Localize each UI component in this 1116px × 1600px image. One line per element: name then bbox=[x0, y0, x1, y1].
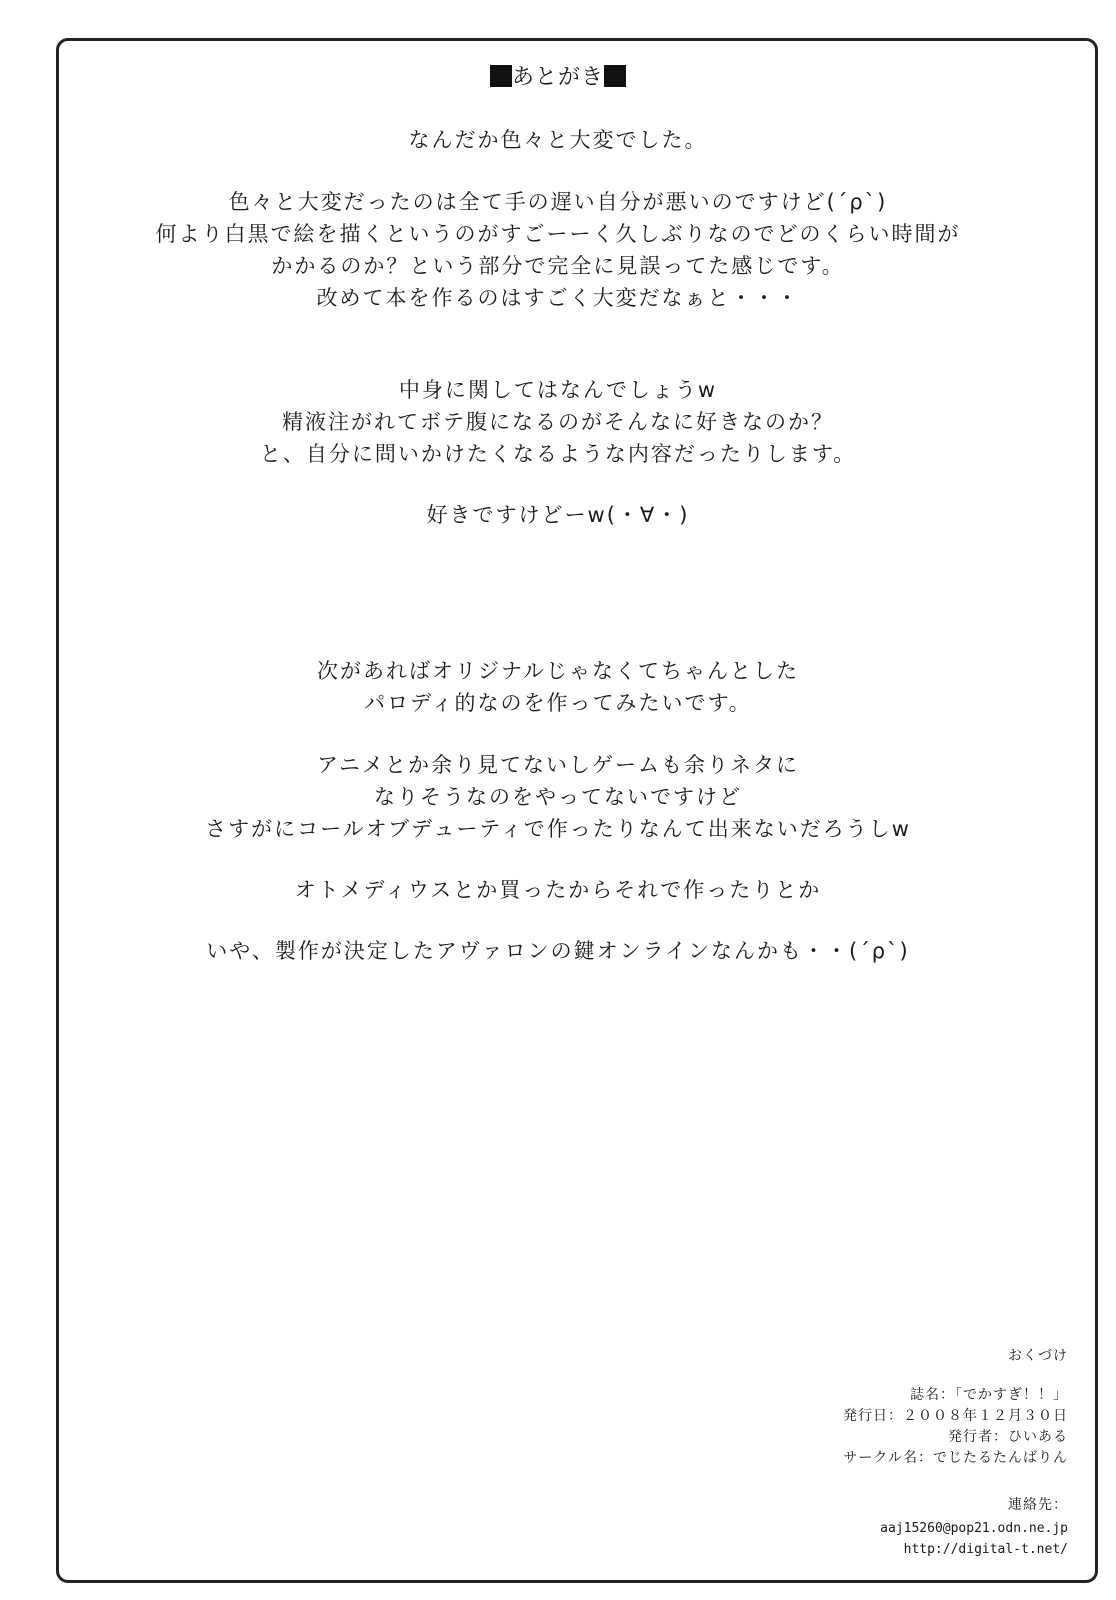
colophon-issue-date: 発行日：２００８年１２月３０日 bbox=[843, 1408, 1068, 1424]
colophon-circle: サークル名：でじたるたんばりん bbox=[843, 1450, 1068, 1466]
body-line: 中身に関してはなんでしょうw bbox=[398, 378, 718, 402]
body-line: いや、製作が決定したアヴァロンの鍵オンラインなんかも・・(´ρ`) bbox=[206, 939, 910, 963]
black-square-icon bbox=[604, 65, 626, 87]
colophon-book-title: 誌名：「でかすぎ！！」 bbox=[910, 1387, 1068, 1403]
colophon-email: aaj15260@pop21.odn.ne.jp bbox=[880, 1521, 1068, 1536]
body-line: 色々と大変だったのは全て手の遅い自分が悪いのですけど(´ρ`) bbox=[228, 190, 888, 214]
colophon-heading: おくづけ bbox=[1008, 1348, 1068, 1364]
body-line: と、自分に問いかけたくなるような内容だったりします。 bbox=[259, 442, 857, 466]
body-line: 次があればオリジナルじゃなくてちゃんとした bbox=[317, 659, 799, 683]
body-line: さすがにコールオブデューティで作ったりなんて出来ないだろうしw bbox=[205, 817, 911, 841]
body-line: アニメとか余り見てないしゲームも余りネタに bbox=[317, 753, 799, 777]
body-line: なりそうなのをやってないですけど bbox=[374, 785, 742, 809]
body-line: オトメディウスとか買ったからそれで作ったりとか bbox=[294, 878, 822, 902]
body-line: かかるのか？という部分で完全に見誤ってた感じです。 bbox=[271, 254, 845, 278]
body-line: パロディ的なのを作ってみたいです。 bbox=[364, 691, 752, 715]
colophon-publisher: 発行者：ひいある bbox=[948, 1429, 1068, 1445]
colophon-url: http://digital-t.net/ bbox=[903, 1542, 1068, 1557]
body-line: 好きですけどーw(・∀・) bbox=[426, 503, 690, 527]
page-title bbox=[0, 60, 1116, 91]
colophon-contact-label: 連絡先： bbox=[1008, 1497, 1068, 1513]
black-square-icon bbox=[490, 65, 512, 87]
body-line: 何より白黒で絵を描くというのがすごーーく久しぶりなのでどのくらい時間が bbox=[155, 222, 961, 246]
body-line: なんだか色々と大変でした。 bbox=[408, 128, 708, 152]
body-line: 改めて本を作るのはすごく大変だなぁと・・・ bbox=[316, 286, 800, 310]
body-line: 精液注がれてボテ腹になるのがそんなに好きなのか？ bbox=[282, 410, 834, 434]
title-text: あとがき bbox=[511, 65, 604, 90]
